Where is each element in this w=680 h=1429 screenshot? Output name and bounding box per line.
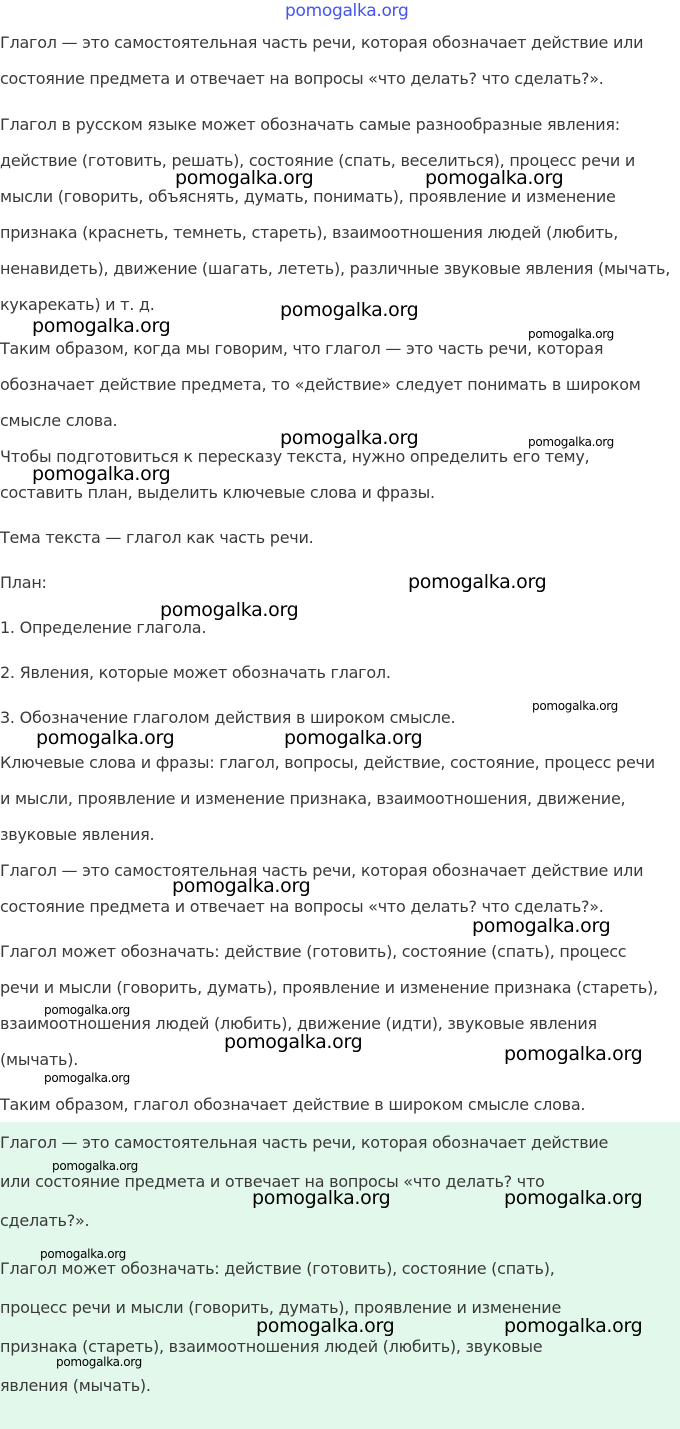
watermark: pomogalka.org <box>472 915 611 937</box>
text-line: План: <box>0 573 47 592</box>
watermark: pomogalka.org <box>224 1031 363 1053</box>
text-line: процесс речи и мысли (говорить, думать), проявление и изменение <box>0 1298 562 1317</box>
text-line: смысле слова. <box>0 411 118 430</box>
text-line: действие (готовить, решать), состояние (спать, веселиться), процесс речи и <box>0 151 635 170</box>
watermark: pomogalka.org <box>52 1159 138 1173</box>
text-line: Ключевые слова и фразы: глагол, вопросы, действие, состояние, процесс речи <box>0 753 655 772</box>
watermark: pomogalka.org <box>284 727 423 749</box>
text-line: 2. Явления, которые может обозначать глагол. <box>0 663 391 682</box>
text-line: Тема текста — глагол как часть речи. <box>0 528 314 547</box>
paragraph-topic <box>0 520 680 556</box>
text-line: обозначает действие предмета, то «действие» следует понимать в широком <box>0 375 641 394</box>
text-line: ненавидеть), движение (шагать, лететь), различные звуковые явления (мычать, <box>0 259 671 278</box>
text-line: Глагол — это самостоятельная часть речи, которая обозначает действие <box>0 1133 609 1152</box>
watermark: pomogalka.org <box>32 315 171 337</box>
watermark: pomogalka.org <box>504 1315 643 1337</box>
text-line: звуковые явления. <box>0 825 155 844</box>
watermark: pomogalka.org <box>425 167 564 189</box>
paragraph-definition <box>0 25 680 97</box>
watermark: pomogalka.org <box>532 699 618 713</box>
watermark: pomogalka.org <box>44 1071 130 1085</box>
watermark: pomogalka.org <box>40 1247 126 1261</box>
watermark: pomogalka.org <box>56 1355 142 1369</box>
header-watermark[interactable]: pomogalka.org <box>285 1 409 21</box>
text-line: Глагол — это самостоятельная часть речи, которая обозначает действие или <box>0 861 644 880</box>
text-line: Глагол может обозначать: действие (готовить), состояние (спать), процесс <box>0 942 627 961</box>
text-line: признака (краснеть, темнеть, стареть), взаимоотношения людей (любить, <box>0 223 619 242</box>
text-line: составить план, выделить ключевые слова и фразы. <box>0 483 435 502</box>
paragraph-keywords <box>0 745 680 853</box>
watermark: pomogalka.org <box>280 427 419 449</box>
text-line: взаимоотношения людей (любить), движение (идти), звуковые явления <box>0 1014 597 1033</box>
watermark: pomogalka.org <box>36 727 175 749</box>
highlight-paragraph-definition <box>0 1123 680 1240</box>
text-line: речи и мысли (говорить, думать), проявление и изменение признака (стареть), <box>0 978 658 997</box>
text-line: Таким образом, глагол обозначает действие в широком смысле слова. <box>0 1095 586 1114</box>
watermark: pomogalka.org <box>256 1315 395 1337</box>
watermark: pomogalka.org <box>504 1043 643 1065</box>
text-line: 3. Обозначение глаголом действия в широком смысле. <box>0 708 456 727</box>
text-line: Глагол в русском языке может обозначать самые разнообразные явления: <box>0 115 620 134</box>
text-line: Глагол может обозначать: действие (готовить), состояние (спать), <box>0 1259 555 1278</box>
paragraph-conclusion-1 <box>0 331 680 439</box>
text-line: или состояние предмета и отвечает на вопросы «что делать? что <box>0 1172 545 1191</box>
watermark: pomogalka.org <box>504 1187 643 1209</box>
text-line: состояние предмета и отвечает на вопросы «что делать? что сделать?». <box>0 897 604 916</box>
text-line: сделать?». <box>0 1211 90 1230</box>
watermark: pomogalka.org <box>252 1187 391 1209</box>
text-line: состояние предмета и отвечает на вопросы «что делать? что сделать?». <box>0 69 604 88</box>
plan-item-2 <box>0 655 680 691</box>
text-line: кукарекать) и т. д. <box>0 295 155 314</box>
text-line: признака (стареть), взаимоотношения людей (любить), звуковые <box>0 1337 543 1356</box>
paragraph-phenomena <box>0 107 680 323</box>
watermark: pomogalka.org <box>528 327 614 341</box>
text-line: явления (мычать). <box>0 1376 151 1395</box>
watermark: pomogalka.org <box>172 875 311 897</box>
text-line: Глагол — это самостоятельная часть речи, которая обозначает действие или <box>0 33 644 52</box>
text-line: и мысли, проявление и изменение признака, взаимоотношения, движение, <box>0 789 626 808</box>
text-line: 1. Определение глагола. <box>0 618 207 637</box>
paragraph-conclusion-retold <box>0 1087 680 1123</box>
text-line: Таким образом, когда мы говорим, что глагол — это часть речи, которая <box>0 339 604 358</box>
watermark: pomogalka.org <box>32 463 171 485</box>
watermark: pomogalka.org <box>528 435 614 449</box>
watermark: pomogalka.org <box>44 1003 130 1017</box>
watermark: pomogalka.org <box>175 167 314 189</box>
plan-heading <box>0 565 680 601</box>
text-line: (мычать). <box>0 1050 79 1069</box>
watermark: pomogalka.org <box>280 299 419 321</box>
text-line: мысли (говорить, объяснять, думать, понимать), проявление и изменение <box>0 187 616 206</box>
watermark: pomogalka.org <box>160 599 299 621</box>
plan-item-1 <box>0 610 680 646</box>
watermark: pomogalka.org <box>408 571 547 593</box>
text-line: Чтобы подготовиться к пересказу текста, нужно определить его тему, <box>0 447 590 466</box>
